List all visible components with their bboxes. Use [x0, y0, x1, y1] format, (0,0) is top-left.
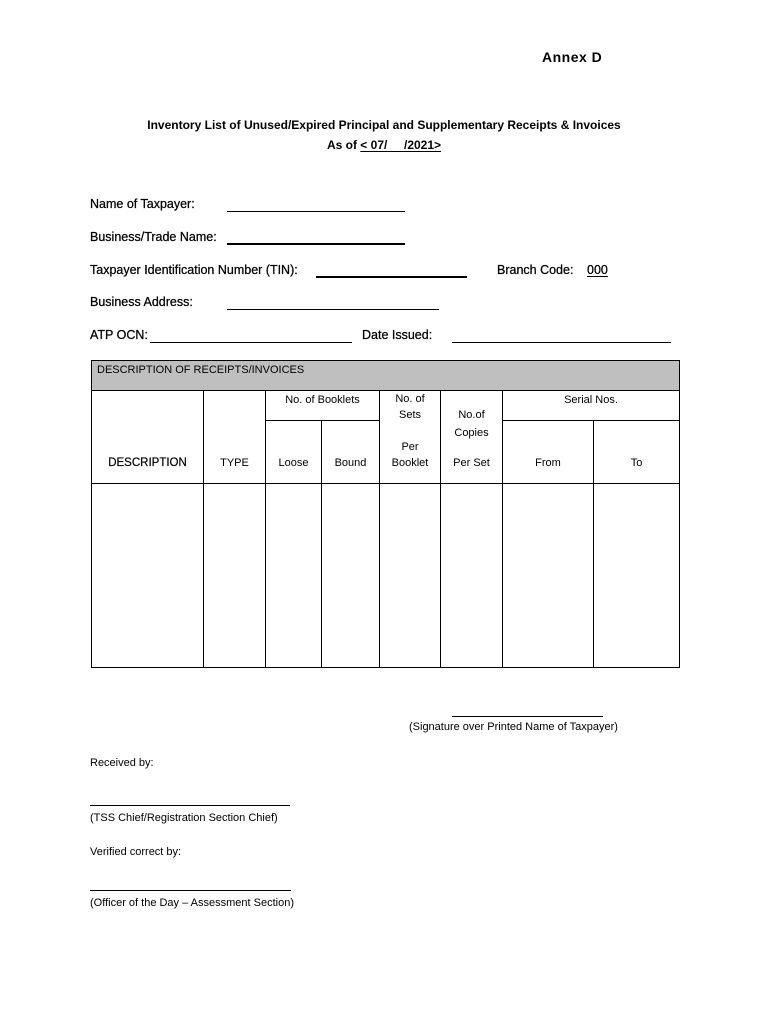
header-loose-label: Loose: [278, 457, 309, 469]
tin-blank: [316, 276, 467, 278]
table-cell: [92, 484, 204, 667]
table-cell: [441, 484, 503, 667]
header-type-label: TYPE: [220, 457, 249, 469]
received-by-caption: (TSS Chief/Registration Section Chief): [90, 812, 278, 824]
inventory-table: [91, 360, 680, 668]
branch-code-value: 000: [587, 263, 608, 277]
atp-ocn-blank: [150, 342, 352, 343]
table-cell: [594, 484, 679, 667]
date-issued-label: Date Issued:: [362, 328, 433, 342]
header-serial-nos-label: Serial Nos.: [564, 394, 618, 406]
table-section-header: [92, 361, 679, 391]
taxpayer-name-label: Name of Taxpayer:: [90, 197, 195, 211]
as-of-label: As of: [326, 138, 357, 152]
table-cell: [503, 484, 594, 667]
header-copies-line: Copies: [454, 427, 489, 439]
business-address-label: Business Address:: [90, 295, 193, 309]
header-description-label: DESCRIPTION: [108, 457, 187, 469]
table-cell: [204, 484, 266, 667]
header-sets-line: Sets: [398, 409, 421, 421]
signature-caption: (Signature over Printed Name of Taxpayer): [409, 721, 618, 733]
table-section-title: DESCRIPTION OF RECEIPTS/INVOICES: [97, 364, 305, 376]
as-of-line: [0, 137, 768, 153]
header-bound-label: Bound: [334, 457, 367, 469]
table-cell: [266, 484, 322, 667]
annex-label: Annex D: [542, 49, 603, 65]
trade-name-label: Business/Trade Name:: [90, 230, 217, 244]
signature-line: [452, 716, 603, 717]
table-cell: [322, 484, 380, 667]
trade-name-blank: [227, 243, 405, 245]
header-copies-line: No.of: [458, 409, 485, 421]
table-cell: [380, 484, 441, 667]
as-of-date: < 07/ /2021>: [360, 138, 442, 152]
header-copies-line: Per Set: [453, 457, 490, 469]
header-sets-per-booklet: [380, 391, 441, 484]
header-description: [92, 391, 204, 484]
header-bound: [322, 421, 380, 484]
header-copies-per-set: [441, 391, 503, 484]
verified-by-label: Verified correct by:: [90, 846, 182, 858]
taxpayer-name-blank: [227, 211, 405, 212]
header-sets-line: Booklet: [391, 457, 429, 469]
header-booklets: [266, 391, 380, 421]
tin-label: Taxpayer Identification Number (TIN):: [90, 263, 298, 277]
verified-by-caption: (Officer of the Day – Assessment Section): [90, 897, 294, 909]
business-address-blank: [227, 309, 439, 310]
header-loose: [266, 421, 322, 484]
header-from: [503, 421, 594, 484]
date-issued-blank: [452, 342, 671, 343]
branch-code-label: Branch Code:: [497, 263, 574, 277]
form-title: Inventory List of Unused/Expired Principal and Supplementary Receipts & Invoices: [147, 118, 621, 132]
verified-by-line: [90, 890, 291, 891]
header-sets-line: No. of: [395, 393, 425, 405]
header-booklets-label: No. of Booklets: [285, 394, 360, 406]
received-by-line: [90, 805, 290, 806]
header-serial-nos: [503, 391, 679, 421]
received-by-label: Received by:: [90, 757, 154, 769]
header-to-label: To: [630, 457, 643, 469]
header-sets-line: Per: [401, 441, 419, 453]
atp-ocn-label: ATP OCN:: [90, 328, 148, 342]
header-type: [204, 391, 266, 484]
header-to: [594, 421, 679, 484]
header-from-label: From: [535, 457, 561, 469]
